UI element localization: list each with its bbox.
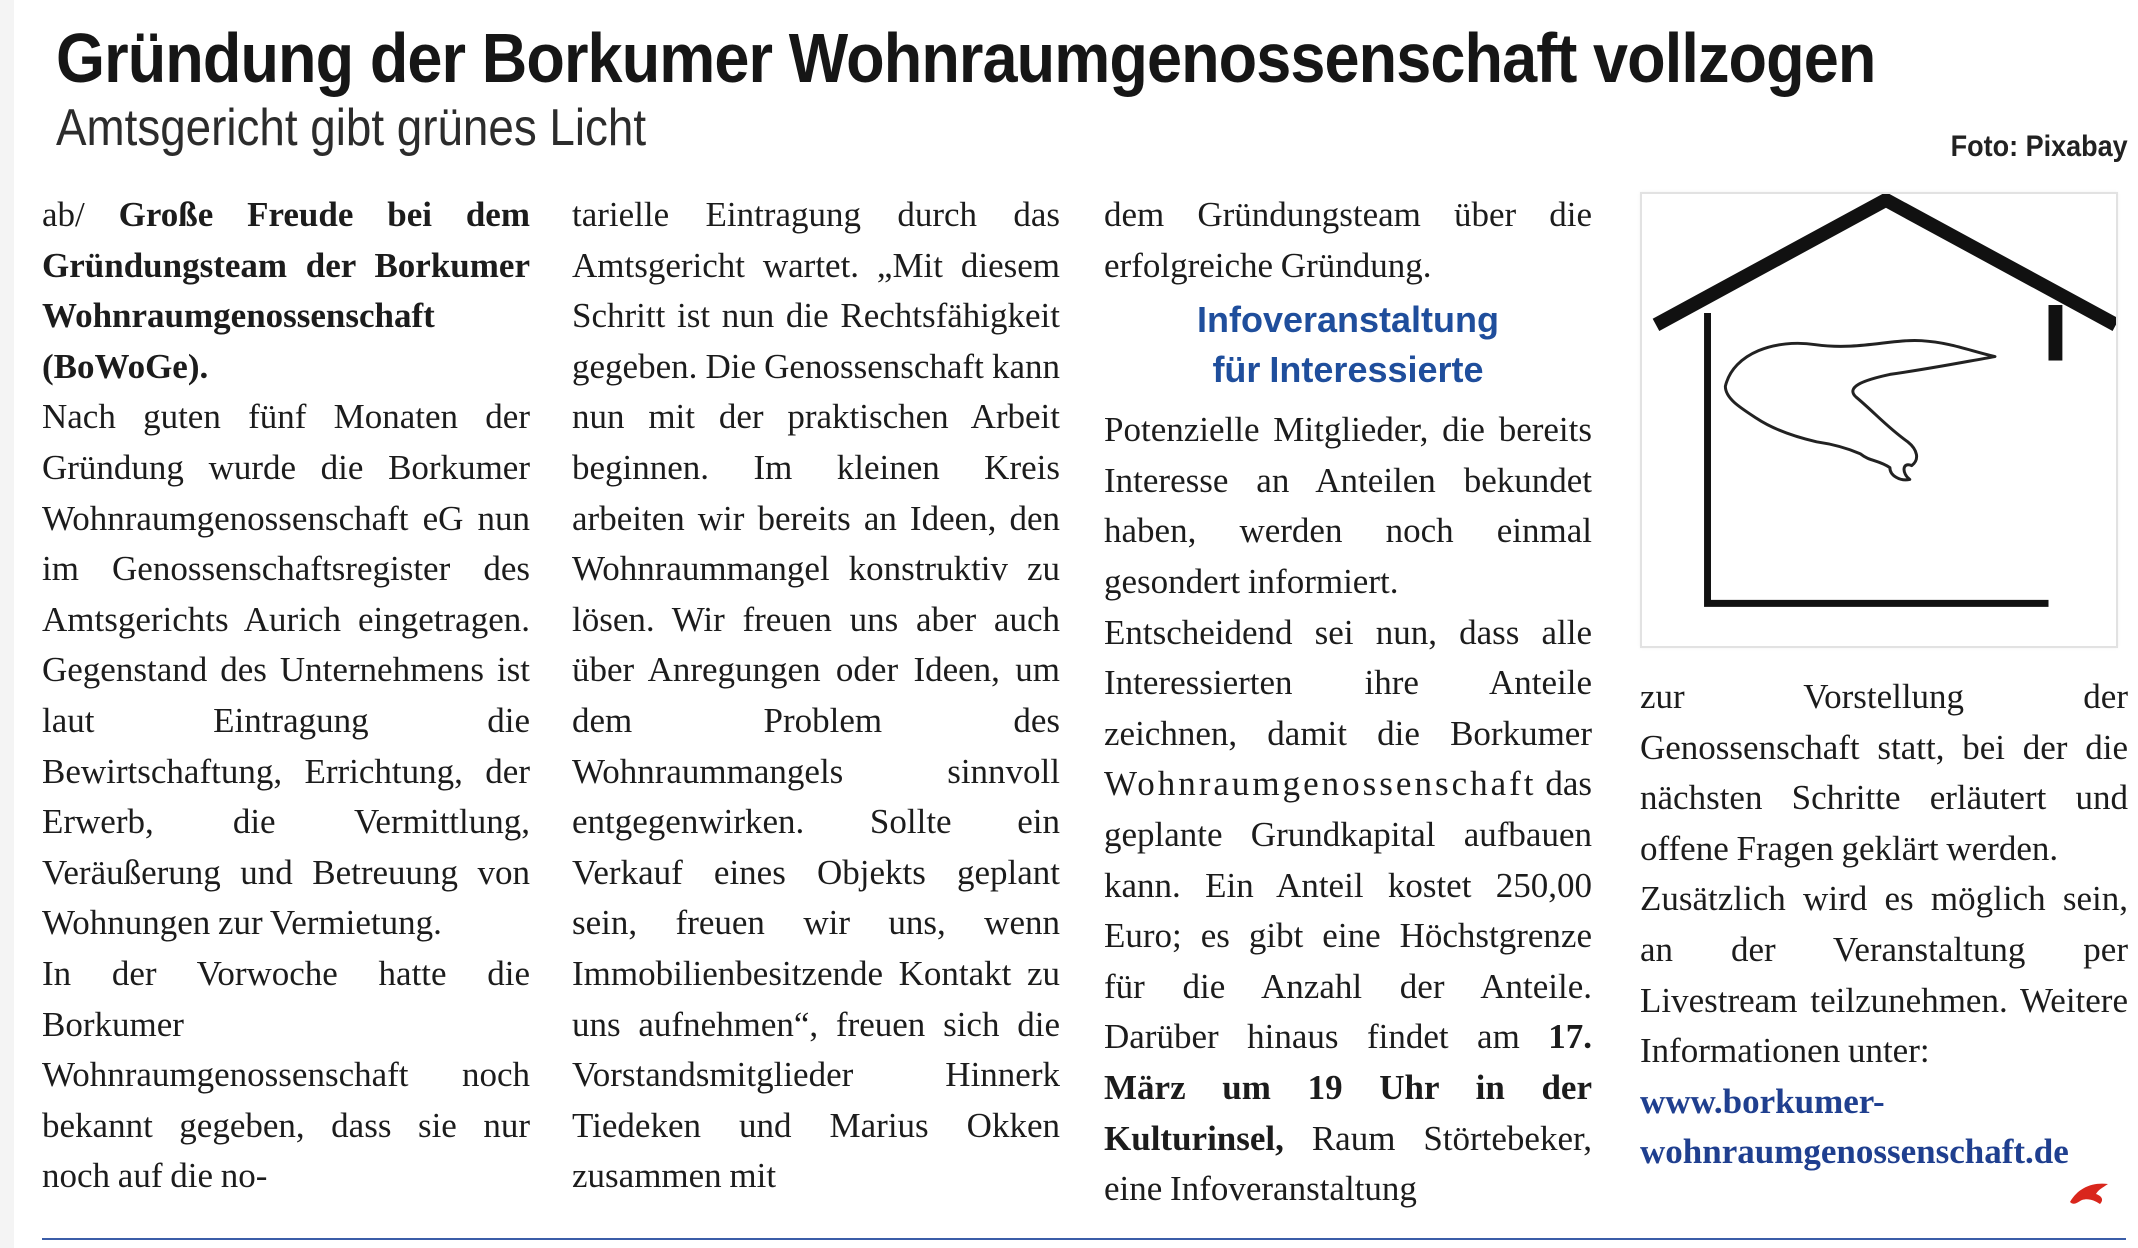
body-text: Entscheidend sei nun, dass alle Interessierten ihre Anteile zeichnen, damit die Borkumer — [1104, 612, 1592, 753]
article-column-3 — [1104, 190, 1592, 1215]
newspaper-page — [14, 0, 2138, 1248]
bottom-rule — [42, 1238, 2126, 1240]
article-column-2 — [572, 190, 1060, 1202]
end-mark-icon — [2068, 1178, 2112, 1208]
lead-paragraph — [42, 190, 530, 392]
house-island-illustration — [1640, 192, 2118, 648]
website-link[interactable] — [1640, 1077, 2128, 1178]
article-column-4 — [1640, 672, 2128, 1178]
body-paragraph: Zusätzlich wird es möglich sein, an der Veranstaltung per Livestream teilzunehmen. Weitere Informationen unter: — [1640, 879, 2128, 1071]
body-paragraph — [1104, 608, 1592, 1215]
website-link-part-2[interactable]: wohnraumgenossenschaft.de — [1640, 1132, 2069, 1172]
section-subheading-line-1: Infoveranstaltung — [1196, 299, 1500, 341]
article-subheadline: Amtsgericht gibt grünes Licht — [56, 99, 647, 157]
body-paragraph: tarielle Eintragung durch das Amtsgericht wartet. „Mit diesem Schritt ist nun die Rechtsfähigkeit gegeben. Die Genossenschaft kann nun mit der praktischen Arbeit beginnen. Im kleinen Kreis arbeiten wir bereits an Ideen, den Wohnraummangel konstruktiv zu lösen. Wir freuen uns aber auch über Anregungen oder Ideen, um dem Problem des Wohnraummangels sinnvoll entgegenwirken. Sollte ein Verkauf eines Objekts geplant sein, freuen wir uns, wenn Immobilienbesitzende Kontakt zu uns aufnehmen“, freuen sich die Vorstandsmitglieder Hinnerk Tiedeken und Marius Okken zusammen mit — [572, 195, 1060, 1196]
section-subheading — [1104, 295, 1592, 395]
body-paragraph: zur Vorstellung der Genossenschaft statt, bei der die nächsten Schritte erläutert und offene Fragen geklärt werden. — [1640, 677, 2128, 868]
event-date-location: 17. März um 19 Uhr in der Kulturinsel, — [1104, 1017, 1592, 1158]
body-paragraph: In der Vorwoche hatte die Borkumer Wohnraumgenossenschaft noch bekannt gegeben, dass sie nur noch auf die no- — [42, 953, 530, 1196]
body-paragraph: Potenzielle Mitglieder, die bereits Interesse an Anteilen bekundet haben, werden noch einmal gesondert informiert. — [1104, 410, 1592, 601]
lead-text: Große Freude bei dem Gründungsteam der Borkumer Wohnraumgenossenschaft (BoWoGe). — [42, 195, 530, 386]
article-headline: Gründung der Borkumer Wohnraumgenossenschaft vollzogen — [56, 19, 1876, 97]
author-tag: ab/ — [42, 195, 85, 234]
body-text: Raum Störtebeker, eine Infoveranstaltung — [1104, 1118, 1593, 1209]
house-with-island-icon — [1642, 194, 2116, 646]
section-subheading-line-2: für Interessierte — [1212, 349, 1484, 391]
photo-credit: Foto: Pixabay — [1950, 130, 2128, 163]
body-paragraph: Nach guten fünf Monaten der Gründung wurde die Borkumer Wohnraumgenossenschaft eG nun im Genossenschaftsregister des Amtsgerichts Aurich eingetragen. Gegenstand des Unternehmens ist laut Eintragung die Bewirtschaftung, Errichtung, der Erwerb, die Vermittlung, Veräußerung und Betreuung von Wohnungen zur Vermietung. — [42, 397, 530, 943]
cooperative-name: Wohnraumgenossenschaft — [1104, 764, 1537, 804]
body-text: das geplante Grundkapital aufbauen kann. Ein Anteil kostet 250,00 Euro; es gibt eine Höchstgrenze für die Anzahl der Anteile. Darüber hinaus findet am — [1104, 764, 1592, 1057]
body-paragraph: dem Gründungsteam über die erfolgreiche Gründung. — [1104, 195, 1592, 285]
website-link-part-1[interactable]: www.borkumer- — [1640, 1081, 1885, 1121]
article-column-1 — [42, 190, 530, 1202]
